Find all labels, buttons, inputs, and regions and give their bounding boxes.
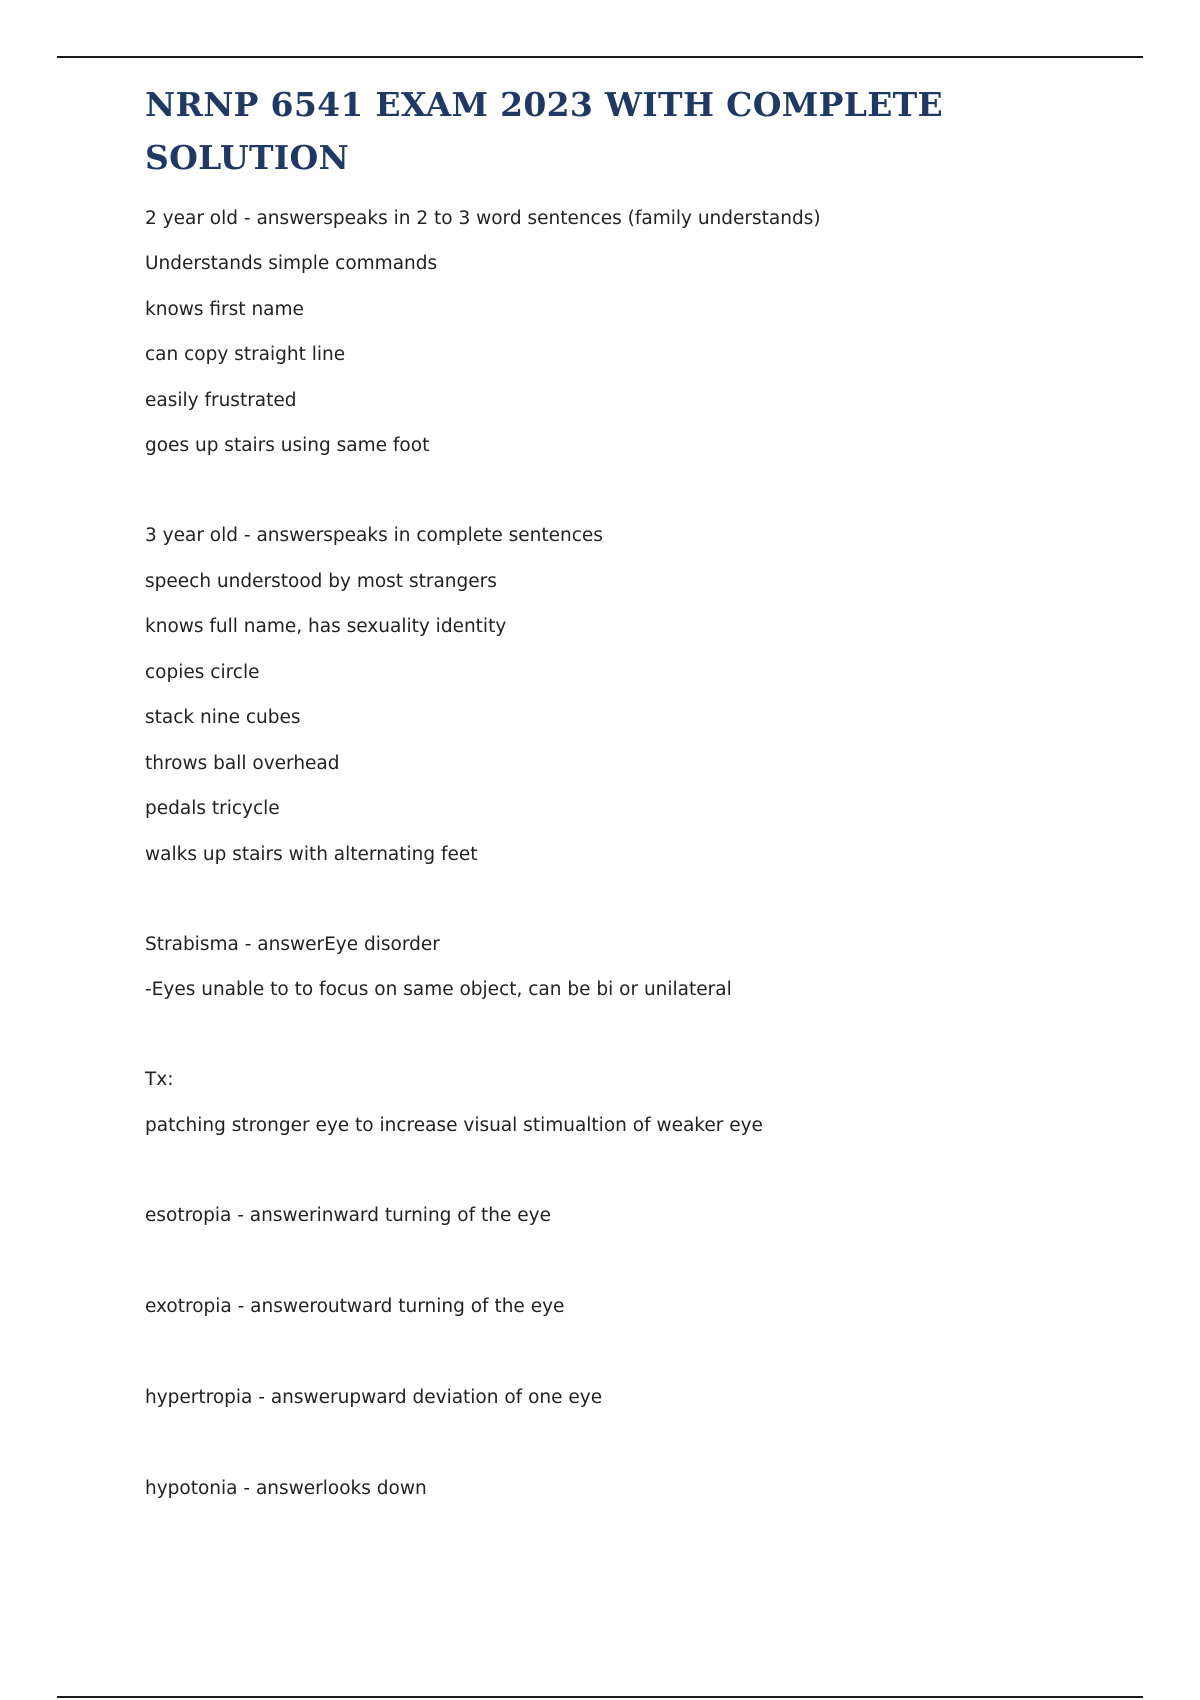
text-line: 2 year old - answerspeaks in 2 to 3 word sentences (family understands): [145, 208, 821, 229]
page-title: NRNP 6541 EXAM 2023 WITH COMPLETE SOLUTION: [145, 85, 943, 177]
top-rule: [57, 56, 1143, 58]
text-line: stack nine cubes: [145, 707, 301, 728]
text-line: -Eyes unable to to focus on same object, can be bi or unilateral: [145, 979, 732, 1000]
text-line: hypertropia - answerupward deviation of one eye: [145, 1387, 603, 1408]
text-line: copies circle: [145, 662, 260, 683]
text-line: patching stronger eye to increase visual stimualtion of weaker eye: [145, 1115, 763, 1136]
text-line: knows first name: [145, 299, 304, 320]
text-line: Understands simple commands: [145, 253, 438, 274]
text-line: hypotonia - answerlooks down: [145, 1478, 427, 1499]
text-line: speech understood by most strangers: [145, 571, 497, 592]
text-line: goes up stairs using same foot: [145, 435, 430, 456]
text-line: walks up stairs with alternating feet: [145, 844, 478, 865]
text-line: Strabisma - answerEye disorder: [145, 934, 440, 955]
text-line: knows full name, has sexuality identity: [145, 616, 507, 637]
bottom-rule: [57, 1696, 1143, 1698]
text-line: easily frustrated: [145, 390, 297, 411]
text-line: esotropia - answerinward turning of the eye: [145, 1205, 551, 1226]
text-line: can copy straight line: [145, 344, 346, 365]
text-line: throws ball overhead: [145, 753, 340, 774]
text-line: pedals tricycle: [145, 798, 280, 819]
text-line: exotropia - answeroutward turning of the eye: [145, 1296, 565, 1317]
text-line: Tx:: [145, 1069, 174, 1090]
text-line: 3 year old - answerspeaks in complete sentences: [145, 525, 603, 546]
